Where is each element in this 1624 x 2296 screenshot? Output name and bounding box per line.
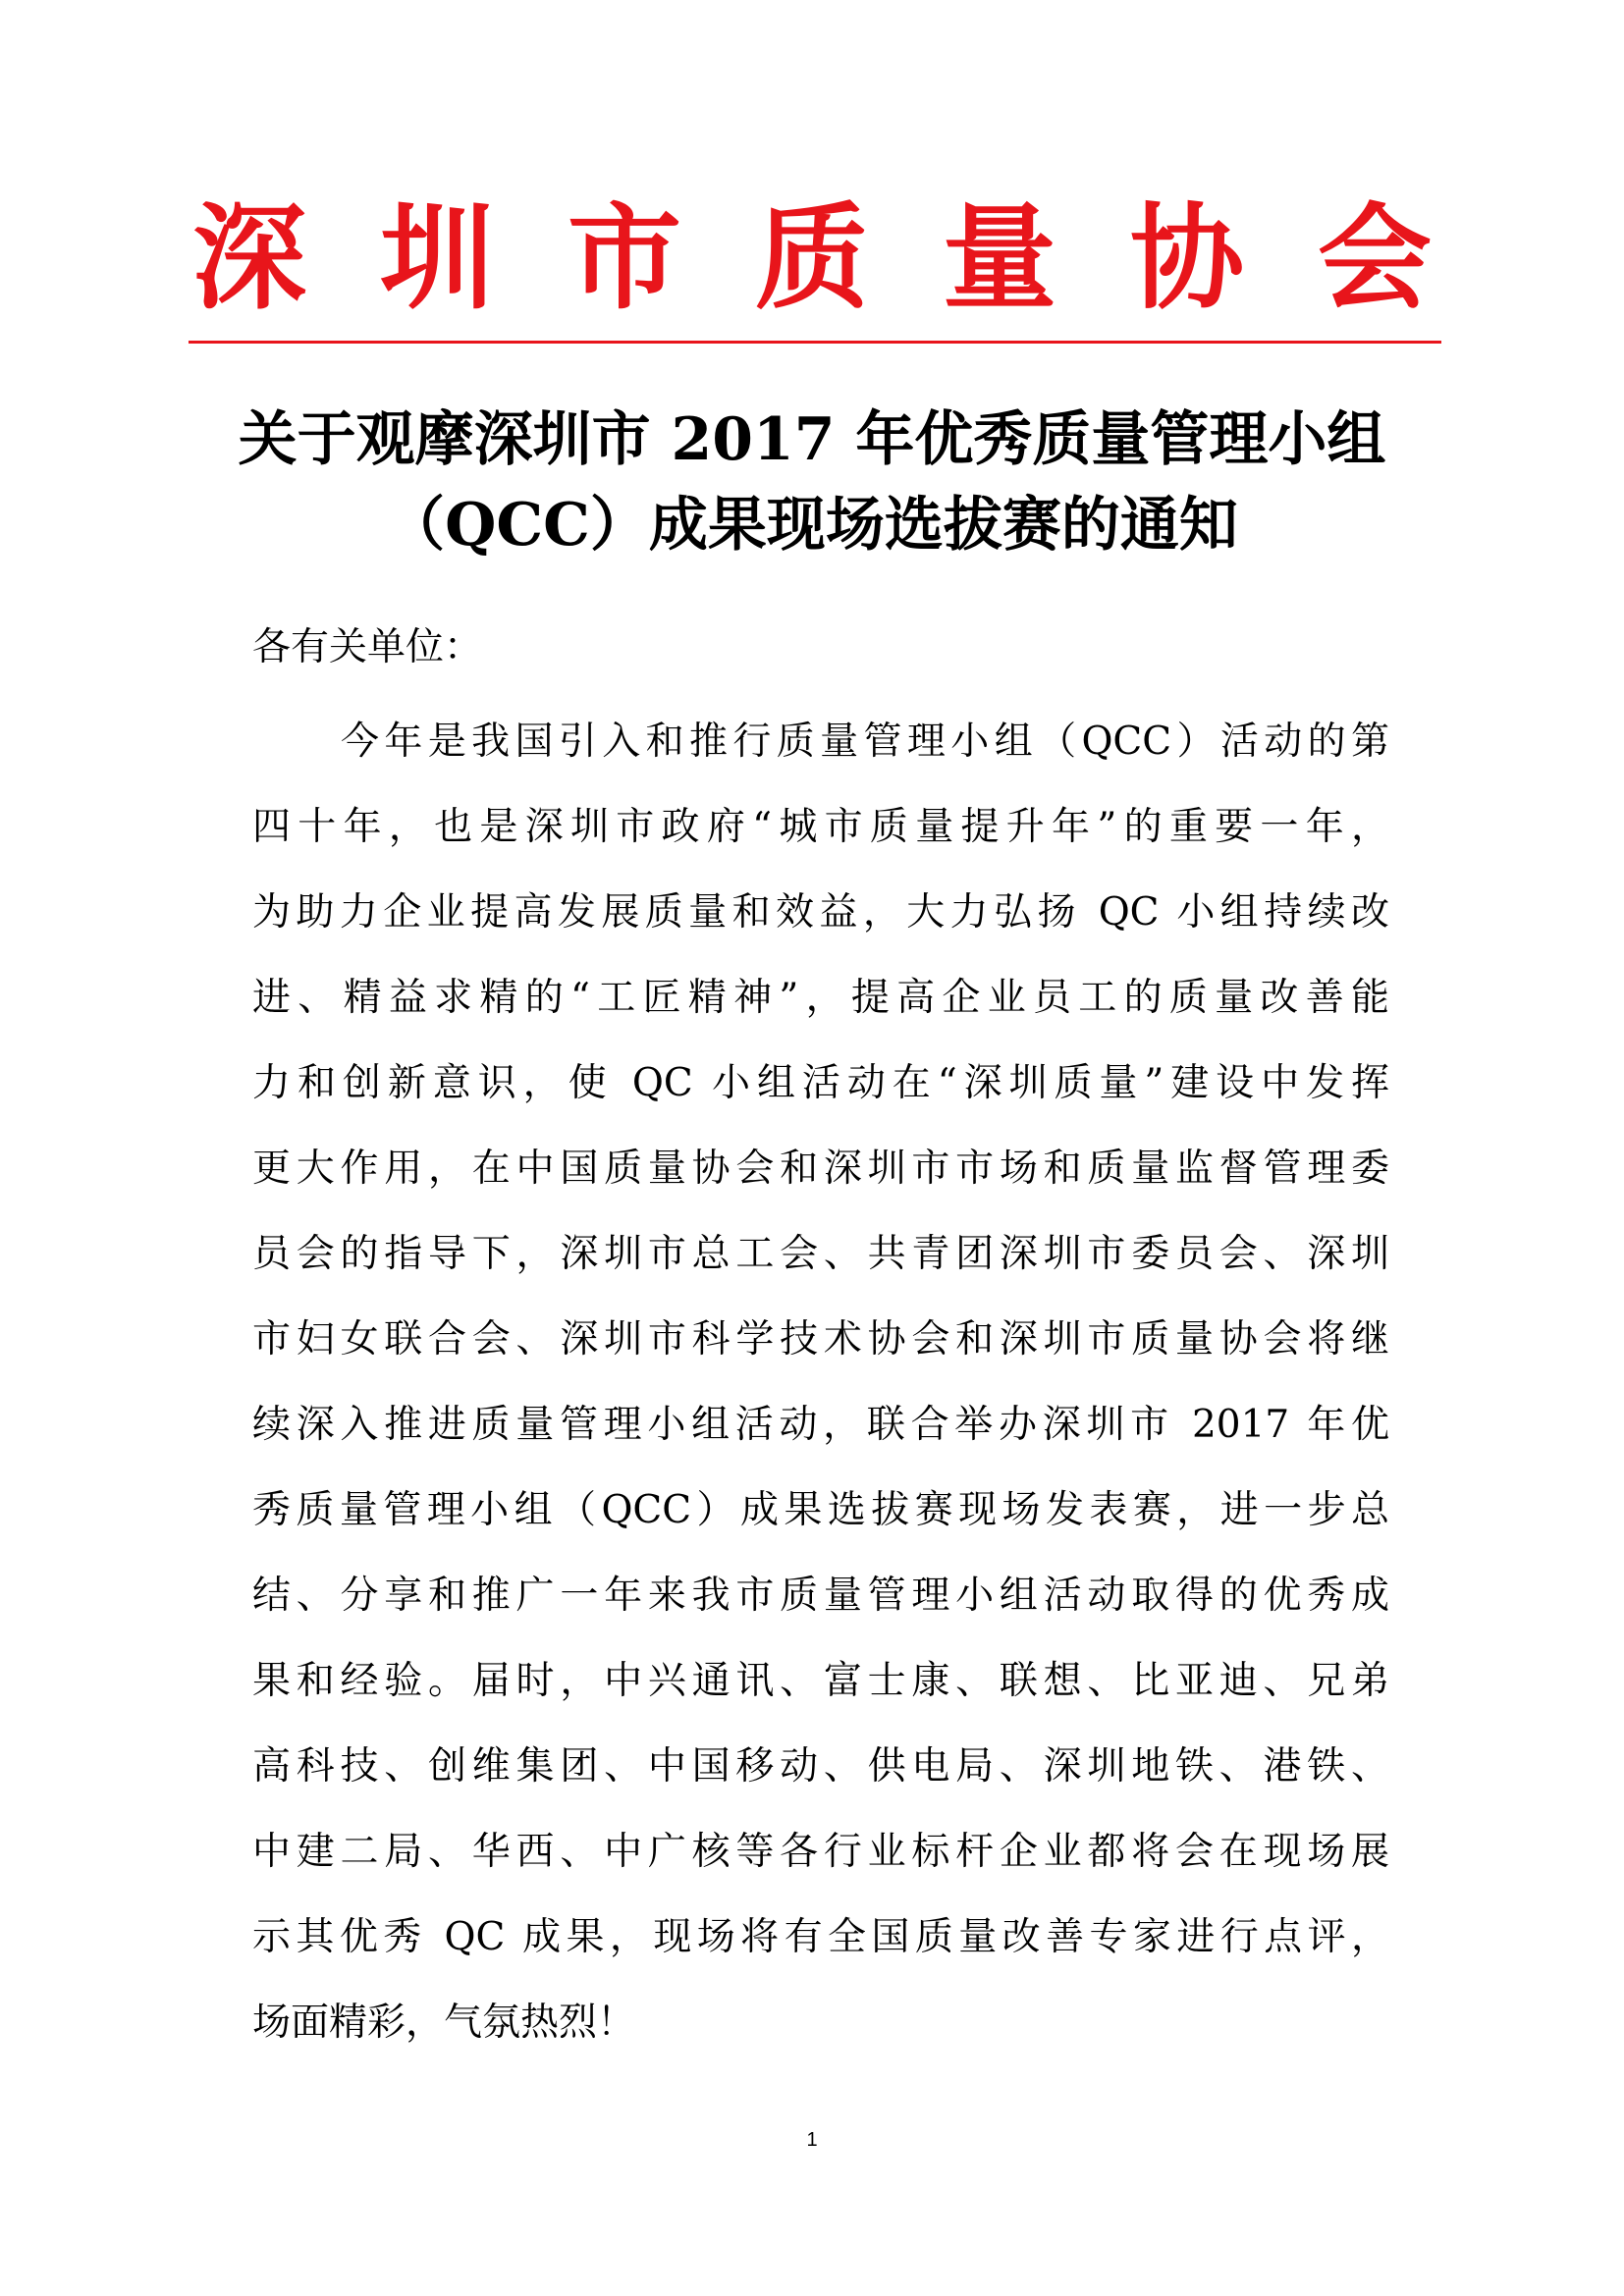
letterhead-char: 量 [943, 191, 1056, 325]
body-line: 四十年，也是深圳市政府“城市质量提升年”的重要一年， [252, 805, 1389, 849]
letterhead-char: 会 [1318, 191, 1432, 325]
body-line: 中建二局、华西、中广核等各行业标杆企业都将会在现场展 [252, 1830, 1389, 1874]
body-line: 市妇女联合会、深圳市科学技术协会和深圳市质量协会将继 [252, 1317, 1389, 1362]
document-title-line-1: 关于观摩深圳市 2017 年优秀质量管理小组 [238, 405, 1386, 474]
document-title-line-2: （QCC）成果现场选拔赛的通知 [386, 491, 1238, 560]
salutation: 各有关单位： [252, 625, 483, 669]
body-line: 进、精益求精的“工匠精神”，提高企业员工的质量改善能 [252, 976, 1389, 1020]
letterhead-divider [189, 341, 1441, 344]
page-number: 1 [806, 2129, 818, 2151]
letterhead-char: 圳 [380, 191, 494, 325]
body-line: 续深入推进质量管理小组活动，联合举办深圳市 2017 年优 [252, 1403, 1389, 1447]
body-line: 示其优秀 QC 成果，现场将有全国质量改善专家进行点评， [252, 1915, 1389, 1959]
body-line: 秀质量管理小组（QCC）成果选拔赛现场发表赛，进一步总 [252, 1488, 1389, 1532]
body-line: 力和创新意识，使 QC 小组活动在“深圳质量”建设中发挥 [252, 1061, 1389, 1105]
letterhead-char: 质 [755, 191, 869, 325]
body-line: 结、分享和推广一年来我市质量管理小组活动取得的优秀成 [252, 1574, 1389, 1618]
letterhead-char: 市 [568, 191, 681, 325]
letterhead-char: 深 [192, 191, 306, 325]
letterhead-char: 协 [1130, 191, 1244, 325]
body-line: 高科技、创维集团、中国移动、供电局、深圳地铁、港铁、 [252, 1744, 1389, 1789]
letterhead-title [192, 185, 1432, 332]
body-line: 员会的指导下，深圳市总工会、共青团深圳市委员会、深圳 [252, 1232, 1389, 1276]
body-line: 为助力企业提高发展质量和效益，大力弘扬 QC 小组持续改 [252, 890, 1389, 934]
body-line: 场面精彩，气氛热烈！ [252, 2001, 636, 2045]
body-line: 果和经验。届时，中兴通讯、富士康、联想、比亚迪、兄弟 [252, 1659, 1389, 1703]
body-line: 更大作用，在中国质量协会和深圳市市场和质量监督管理委 [252, 1147, 1389, 1191]
body-line: 今年是我国引入和推行质量管理小组（QCC）活动的第 [341, 720, 1389, 764]
